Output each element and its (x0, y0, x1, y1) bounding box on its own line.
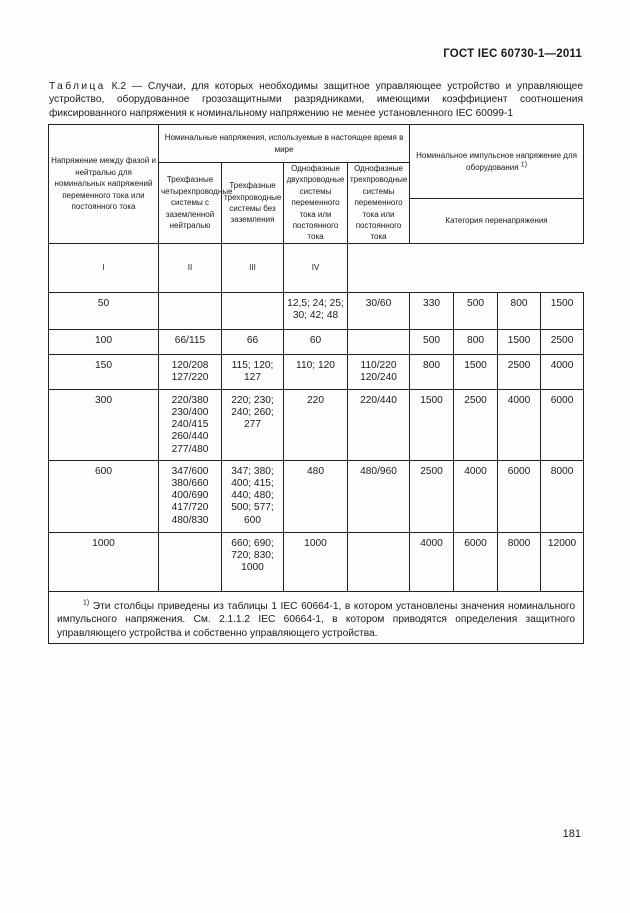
col-single-phase-three-wire: Однофазные трехпроводные системы переменного тока или постоянного тока (348, 163, 410, 244)
group-impulse-voltage-header (410, 125, 584, 199)
cell-four-wire (159, 532, 222, 591)
cell-cat-i: 330 (410, 292, 454, 329)
table-row (49, 292, 584, 329)
standard-id: ГОСТ IEC 60730-1—2011 (443, 48, 582, 60)
cell-cat-iv: 8000 (541, 460, 584, 532)
table-caption (49, 80, 583, 120)
cell-single-three-wire: 110/220 120/240 (348, 354, 410, 389)
cell-cat-iv: 1500 (541, 292, 584, 329)
cell-four-wire: 120/208 127/220 (159, 354, 222, 389)
category-header-iii: III (222, 243, 284, 292)
cell-cat-iv: 6000 (541, 389, 584, 460)
cell-voltage: 150 (49, 354, 159, 389)
cell-cat-iv: 2500 (541, 329, 584, 354)
category-header-iv: IV (284, 243, 348, 292)
cell-four-wire: 220/380 230/400 240/415 260/440 277/480 (159, 389, 222, 460)
table-row (49, 389, 584, 460)
cell-cat-i: 800 (410, 354, 454, 389)
cell-two-wire: 12,5; 24; 25; 30; 42; 48 (284, 292, 348, 329)
cell-four-wire: 347/600 380/660 400/690 417/720 480/830 (159, 460, 222, 532)
cell-cat-i: 500 (410, 329, 454, 354)
cell-four-wire: 66/115 (159, 329, 222, 354)
cell-two-wire: 480 (284, 460, 348, 532)
cell-single-three-wire: 220/440 (348, 389, 410, 460)
col-voltage-header: Напряжение между фазой и нейтралью для номинальных напряжений переменного тока или постоянного тока (49, 125, 159, 244)
overvoltage-table (48, 124, 584, 644)
cell-cat-iv: 12000 (541, 532, 584, 591)
table-footnote (49, 591, 584, 643)
cell-voltage: 600 (49, 460, 159, 532)
category-header-ii: II (159, 243, 222, 292)
table-row (49, 354, 584, 389)
cell-cat-iv: 4000 (541, 354, 584, 389)
cell-single-three-wire (348, 532, 410, 591)
cell-two-wire: 220 (284, 389, 348, 460)
cell-voltage: 100 (49, 329, 159, 354)
cell-cat-i: 4000 (410, 532, 454, 591)
cell-voltage: 300 (49, 389, 159, 460)
cell-cat-ii: 4000 (454, 460, 498, 532)
cell-three-wire: 66 (222, 329, 284, 354)
cell-four-wire (159, 292, 222, 329)
overvoltage-category-header: Категория перенапряжения (410, 199, 584, 243)
table-row (49, 460, 584, 532)
cell-cat-ii: 1500 (454, 354, 498, 389)
col-three-phase-three-wire: Трехфазные трехпроводные системы без заземления (222, 163, 284, 244)
footnote-mark: 1) (83, 599, 90, 607)
cell-cat-ii: 800 (454, 329, 498, 354)
cell-cat-ii: 2500 (454, 389, 498, 460)
cell-cat-iii: 8000 (498, 532, 541, 591)
caption-text: К.2 — Случаи, для которых необходимы защитное управляющее устройство и управляющее устройство, оборудованное грозозащитными разрядниками, имеющими коэффициент соотношения фиксированного напряжения к номинальному напряжению не менее установленного IEC 60099-1 (49, 81, 583, 119)
cell-single-three-wire (348, 329, 410, 354)
impulse-header-text: Номинальное импульсное напряжение для оборудования (416, 151, 577, 172)
caption-label: Таблица (49, 81, 106, 92)
cell-three-wire: 220; 230; 240; 260; 277 (222, 389, 284, 460)
cell-cat-i: 1500 (410, 389, 454, 460)
page-number: 181 (562, 828, 581, 840)
group-nominal-voltages-header: Номинальные напряжения, используемые в настоящее время в мире (159, 125, 410, 163)
impulse-header-footnote-mark: 1) (520, 161, 528, 169)
table-row (49, 532, 584, 591)
cell-cat-iii: 2500 (498, 354, 541, 389)
cell-three-wire: 115; 120; 127 (222, 354, 284, 389)
cell-cat-ii: 6000 (454, 532, 498, 591)
cell-cat-iii: 800 (498, 292, 541, 329)
cell-cat-iii: 1500 (498, 329, 541, 354)
cell-cat-ii: 500 (454, 292, 498, 329)
cell-voltage: 50 (49, 292, 159, 329)
cell-cat-iii: 4000 (498, 389, 541, 460)
cell-cat-i: 2500 (410, 460, 454, 532)
cell-two-wire: 1000 (284, 532, 348, 591)
cell-two-wire: 110; 120 (284, 354, 348, 389)
cell-voltage: 1000 (49, 532, 159, 591)
cell-single-three-wire: 30/60 (348, 292, 410, 329)
cell-two-wire: 60 (284, 329, 348, 354)
cell-single-three-wire: 480/960 (348, 460, 410, 532)
col-three-phase-four-wire: Трехфазные четырехпроводные системы с заземленной нейтралью (159, 163, 222, 244)
category-header-i: I (49, 243, 159, 292)
cell-three-wire: 347; 380; 400; 415; 440; 480; 500; 577; 600 (222, 460, 284, 532)
col-single-phase-two-wire: Однофазные двухпроводные системы переменного тока или постоянного тока (284, 163, 348, 244)
cell-three-wire: 660; 690; 720; 830; 1000 (222, 532, 284, 591)
cell-cat-iii: 6000 (498, 460, 541, 532)
table-row (49, 329, 584, 354)
cell-three-wire (222, 292, 284, 329)
footnote-text: Эти столбцы приведены из таблицы 1 IEC 60664-1, в котором установлены значения номинального импульсного напряжения. См. 2.1.1.2 IEC 60664-1, в котором приводятся определения защитного управляющего устройства и собственно управляющего устройства. (57, 600, 576, 640)
